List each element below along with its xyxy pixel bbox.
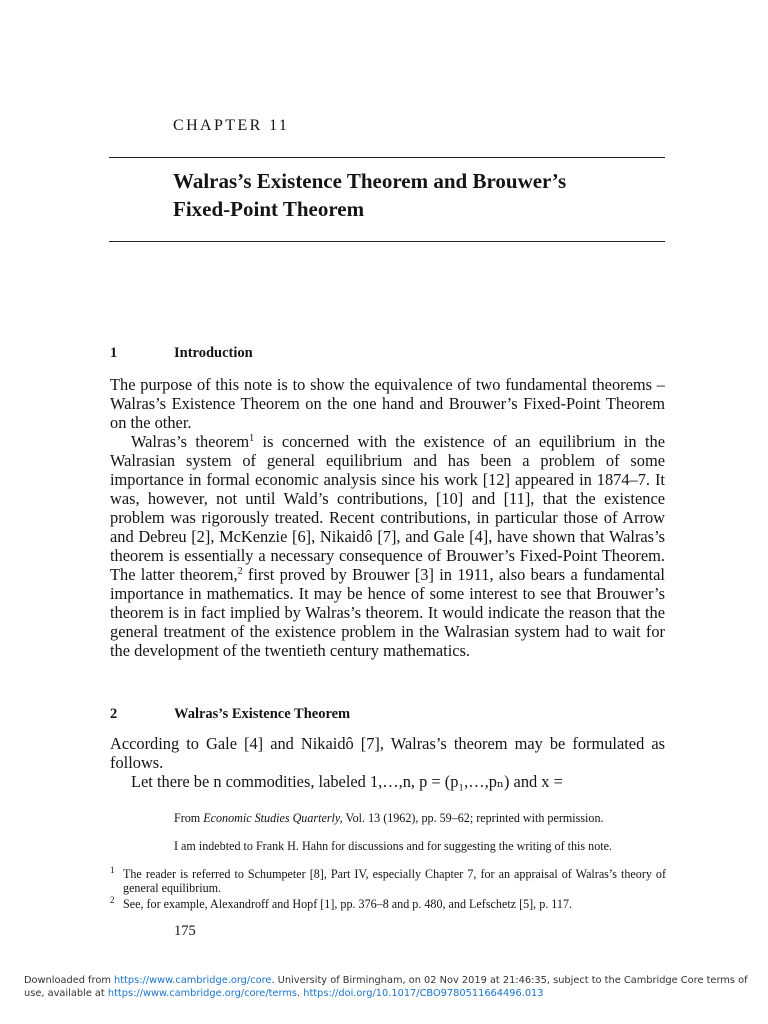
footnote-source xyxy=(110,811,665,825)
footnote-text: The reader is referred to Schumpeter [8], Part IV, especially Chapter 7, for an appraisal of Walras’s theory of general equilibrium. xyxy=(123,867,666,895)
footnote-source-part-a: From xyxy=(174,811,204,825)
download-sep: . xyxy=(297,988,304,999)
section-number: 1 xyxy=(110,345,118,361)
intro-p2-part-b: is concerned with the existence of an equilibrium in the Walrasian system of general equilibrium and has been a problem of some importance in formal economic analysis since his work [12] appeared in 1874–7. It was, however, not until Wald’s contributions, [10] and [11], that the existence problem was rigorously treated. Recent contributions, in particular those of Arrow and Debreu [2], McKenzie [6], Nikaidô [7], and Gale [4], have shown that Walras’s theorem is essentially a necessary consequence of Brouwer’s Fixed-Point Theorem. The latter theorem, xyxy=(110,432,665,584)
footnote-mark: 1 xyxy=(110,865,115,875)
footnote-acknowledgement: I am indebted to Frank H. Hahn for discussions and for suggesting the writing of this note. xyxy=(174,839,612,853)
page-number: 175 xyxy=(174,923,196,939)
chapter-title-line1: Walras’s Existence Theorem and Brouwer’s xyxy=(173,169,567,193)
doi-link[interactable]: https://doi.org/10.1017/CBO9780511664496.013 xyxy=(303,988,544,999)
intro-paragraph-1: The purpose of this note is to show the equivalence of two fundamental theorems – Walras’s Existence Theorem on the one hand and Brouwer’s Fixed-Point Theorem on the other. xyxy=(110,375,665,432)
section-number: 2 xyxy=(110,706,118,722)
footnote-ref-2[interactable]: 2 xyxy=(237,566,243,577)
title-rule-bottom xyxy=(109,241,665,242)
intro-p2-part-a: Walras’s theorem xyxy=(131,432,250,451)
intro-p2-part-c: first proved by Brouwer [3] in 1911, also bears a fundamental importance in mathematics. It may be hence of some interest to see that Brouwer’s theorem is in fact implied by Walras’s theorem. It would indicate the reason that the general treatment of the existence problem in the Walrasian system had to wait for the development of the twentieth century mathematics. xyxy=(110,565,665,660)
section2-paragraph-1: According to Gale [4] and Nikaidô [7], Walras’s theorem may be formulated as follows. xyxy=(110,734,665,772)
core-link[interactable]: https://www.cambridge.org/core xyxy=(113,975,272,986)
download-middle: . University of Birmingham, on 02 Nov 2019 at 21:46:35, subject to the Cambridge Core terms of use, available at xyxy=(24,975,748,999)
intro-paragraph-2 xyxy=(110,432,665,660)
footnote-source-part-b: Vol. 13 (1962), pp. 59–62; reprinted with permission. xyxy=(342,811,604,825)
footnote-ref-1[interactable]: 1 xyxy=(249,433,255,444)
footnote-text: See, for example, Alexandroff and Hopf [1], pp. 376–8 and p. 480, and Lefschetz [5], p. 117. xyxy=(123,897,573,911)
footnote-source-journal: Economic Studies Quarterly, xyxy=(203,811,343,825)
footnote-mark: 2 xyxy=(110,895,115,905)
section-title: Walras’s Existence Theorem xyxy=(174,706,351,722)
terms-link[interactable]: https://www.cambridge.org/core/terms xyxy=(107,988,297,999)
chapter-title xyxy=(173,167,665,223)
download-notice xyxy=(24,974,754,1000)
chapter-label: CHAPTER 11 xyxy=(173,117,290,134)
section2-paragraph-2: Let there be n commodities, labeled 1,…,n, p = (p₁,…,pₙ) and x = xyxy=(131,772,563,791)
download-prefix: Downloaded from xyxy=(24,975,114,986)
section-title: Introduction xyxy=(174,345,253,361)
title-rule-top xyxy=(109,157,665,158)
chapter-title-line2: Fixed-Point Theorem xyxy=(173,197,365,221)
